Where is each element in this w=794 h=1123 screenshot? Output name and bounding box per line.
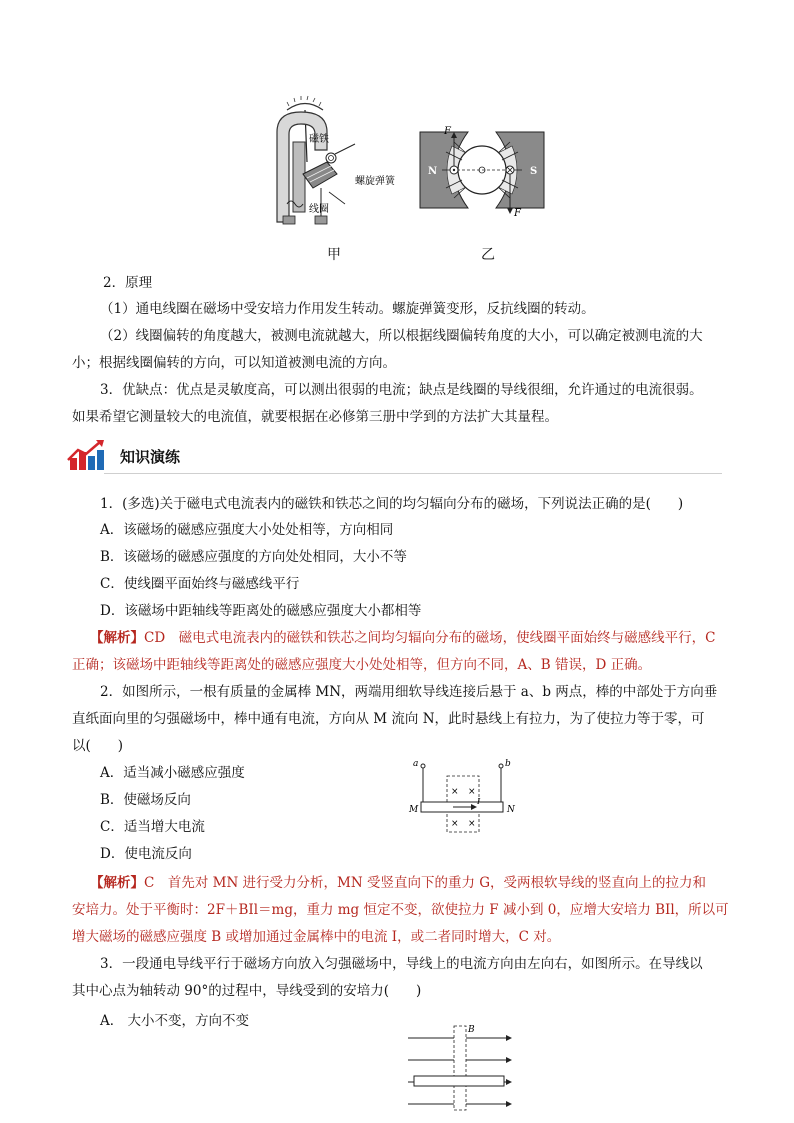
q1-option-a: A．该磁场的磁感应强度大小处处相等，方向相同 (100, 522, 394, 538)
q2-analysis-tag: 【解析】 (90, 875, 144, 891)
q2-stem-line-3: 以( ) (72, 738, 124, 754)
q1-analysis-line-2: 正确；该磁场中距轴线等距离处的磁感应强度大小处处相等，但方向不同，A、B 错误，D 正确。 (72, 657, 652, 673)
q3-option-a: A． 大小不变，方向不变 (100, 1013, 250, 1029)
field-cross-mark: × (468, 819, 476, 829)
principle-paragraph-2-line-1: （2）线圈偏转的角度越大，被测电流就越大，所以根据线圈偏转角度的大小，可以确定被测电流的大 (100, 328, 703, 344)
q2-analysis-line-2: 安培力。处于平衡时：2F＋BIl＝mg，重力 mg 恒定不变，欲使拉力 F 减小到 0，应增大安培力 BIl，所以可 (72, 902, 729, 918)
q3-stem-line-1: 3．一段通电导线平行于磁场方向放入匀强磁场中，导线上的电流方向由左向右，如图所示。在导线以 (100, 956, 703, 972)
q1-analysis-text: CD 磁电式电流表内的磁铁和铁芯之间均匀辐向分布的磁场，使线圈平面始终与磁感线平行，C (144, 630, 716, 646)
figure2-caption: 乙 (481, 247, 495, 263)
label-end-n: N (507, 805, 515, 815)
q2-option-d: D．使电流反向 (100, 846, 192, 862)
q2-analysis-text: C 首先对 MN 进行受力分析，MN 受竖直向下的重力 G，受两根软导线的竖直向上的拉力和 (144, 875, 707, 891)
figure1-caption: 甲 (327, 247, 341, 263)
label-force-top: F (444, 126, 451, 137)
label-south-pole: S (530, 166, 538, 177)
q1-option-b: B．该磁场的磁感应强度的方向处处相同，大小不等 (100, 549, 407, 565)
q2-analysis-line-1 (90, 874, 750, 892)
principle-heading: 2．原理 (103, 275, 153, 291)
label-coil: 线圈 (309, 204, 329, 215)
q1-option-c: C．使线圈平面始终与磁感线平行 (100, 576, 300, 592)
q2-stem-line-1: 2．如图所示，一根有质量的金属棒 MN，两端用细软导线连接后悬于 a、b 两点，棒的中部处于方向垂 (100, 684, 718, 700)
pros-cons-line-2: 如果希望它测量较大的电流值，就要根据在必修第三册中学到的方法扩大其量程。 (72, 409, 558, 425)
rod-in-field-figure (405, 752, 525, 842)
label-field-b: B (468, 1025, 475, 1035)
field-cross-mark: × (451, 819, 459, 829)
label-end-m: M (409, 805, 419, 815)
q2-option-b: B．使磁场反向 (100, 792, 191, 808)
label-current-i: I (477, 797, 481, 806)
pros-cons-line-1: 3．优缺点：优点是灵敏度高，可以测出很弱的电流；缺点是线圈的导线很细，允许通过的电流很弱。 (100, 382, 703, 398)
principle-paragraph-2-line-2: 小；根据线圈偏转的方向，可以知道被测电流的方向。 (72, 355, 396, 371)
label-point-b: b (505, 759, 511, 769)
galvanometer-figure (265, 92, 415, 232)
radial-field-figure (412, 120, 552, 220)
q2-stem-line-2: 直纸面向里的匀强磁场中，棒中通有电流，方向从 M 流向 N，此时悬线上有拉力，为了使拉力等于零，可 (72, 711, 705, 727)
q1-analysis-line-1 (90, 629, 750, 647)
label-point-a: a (413, 759, 419, 769)
label-force-bottom: F (514, 208, 521, 219)
section-divider (104, 473, 722, 474)
label-spring: 螺旋弹簧 (355, 176, 395, 187)
q1-stem: 1．(多选)关于磁电式电流表内的磁铁和铁芯之间的均匀辐向分布的磁场，下列说法正确的是( ) (100, 496, 684, 512)
wire-in-field-figure (400, 1022, 520, 1114)
q1-option-d: D．该磁场中距轴线等距离处的磁感应强度大小都相等 (100, 603, 422, 619)
label-north-pole: N (428, 166, 438, 177)
q1-analysis-tag: 【解析】 (90, 630, 144, 646)
label-magnet: 磁铁 (309, 134, 329, 145)
q2-analysis-line-3: 增大磁场的磁感应强度 B 或增加通过金属棒中的电流 I，或二者同时增大，C 对。 (72, 929, 561, 945)
principle-paragraph-1: （1）通电线圈在磁场中受安培力作用发生转动。螺旋弹簧变形，反抗线圈的转动。 (100, 301, 595, 317)
q2-option-a: A．适当减小磁感应强度 (100, 765, 245, 781)
section-title: 知识演练 (120, 448, 181, 466)
q2-option-c: C．适当增大电流 (100, 819, 205, 835)
bar-chart-trend-icon (66, 438, 108, 472)
q3-stem-line-2: 其中心点为轴转动 90°的过程中，导线受到的安培力( ) (72, 983, 422, 999)
field-cross-mark: × (468, 787, 476, 797)
field-cross-mark: × (451, 787, 459, 797)
